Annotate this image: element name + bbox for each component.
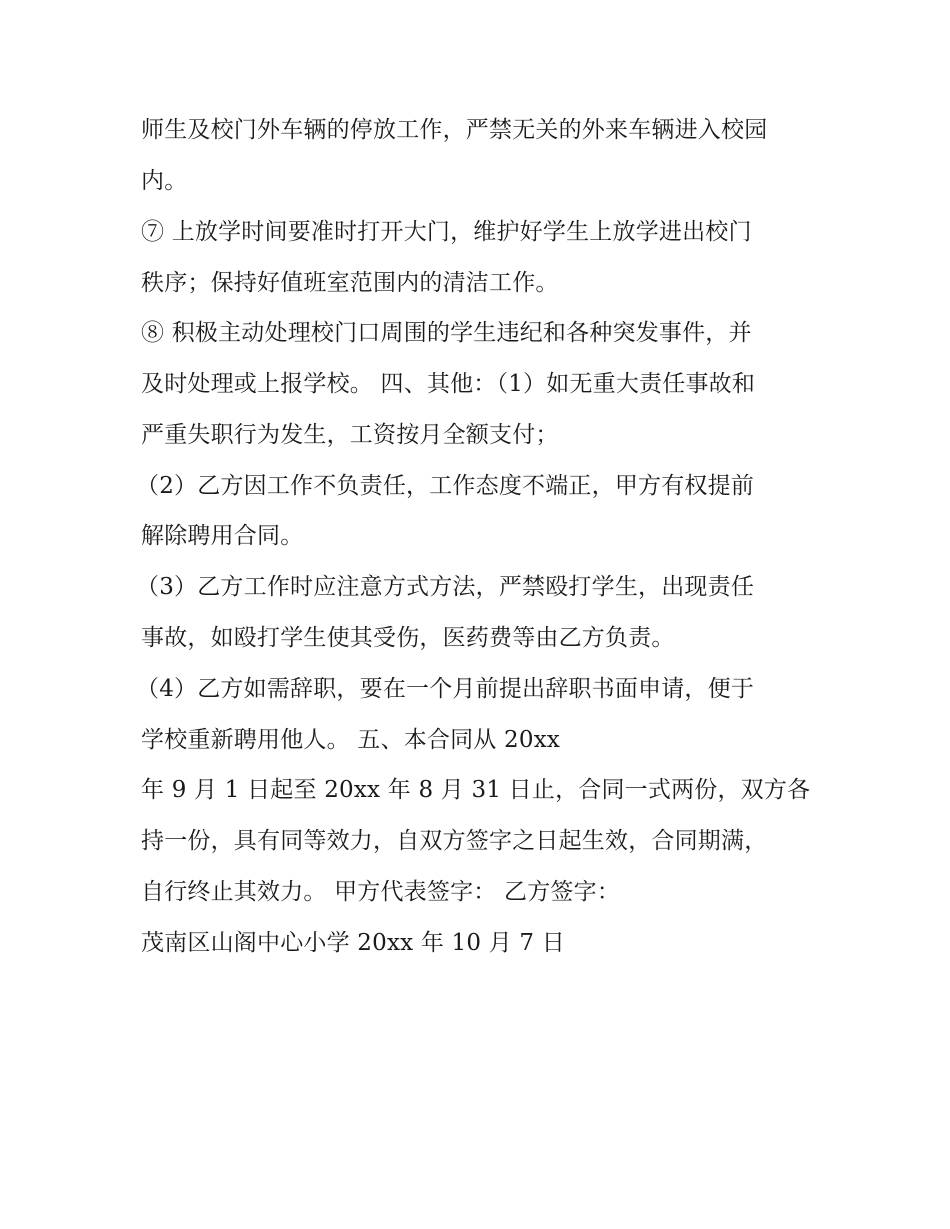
signatory-date-line: 茂南区山阁中心小学 20xx 年 10 月 7 日	[141, 930, 565, 956]
text-line: 严重失职行为发生，工资按月全额支付；	[141, 422, 559, 448]
text-line: （3）乙方工作时应注意方式方法，严禁殴打学生，出现责任	[136, 574, 755, 600]
text-line: 事故，如殴打学生使其受伤，医药费等由乙方负责。	[141, 625, 675, 651]
text-line: 师生及校门外车辆的停放工作，严禁无关的外来车辆进入校园	[141, 117, 768, 143]
text-line: （4）乙方如需辞职，要在一个月前提出辞职书面申请，便于	[136, 676, 755, 702]
signature-line: 自行终止其效力。 甲方代表签字： 乙方签字：	[141, 879, 621, 905]
text-line: 秩序；保持好值班室范围内的清洁工作。	[141, 270, 559, 296]
text-line: 内。	[141, 168, 188, 194]
text-line: （2）乙方因工作不负责任，工作态度不端正，甲方有权提前	[136, 473, 755, 499]
text-line: 年 9 月 1 日起至 20xx 年 8 月 31 日止，合同一式两份，双方各	[141, 777, 811, 803]
text-line: ⑧ 积极主动处理校门口周围的学生违纪和各种突发事件，并	[141, 320, 752, 346]
text-line: 及时处理或上报学校。 四、其他：（1）如无重大责任事故和	[141, 371, 756, 397]
text-line: 解除聘用合同。	[141, 523, 304, 549]
text-line: ⑦ 上放学时间要准时打开大门，维护好学生上放学进出校门	[141, 219, 752, 245]
text-line: 持一份，具有同等效力，自双方签字之日起生效，合同期满，	[141, 828, 768, 854]
text-line: 学校重新聘用他人。 五、本合同从 20xx	[141, 727, 561, 753]
